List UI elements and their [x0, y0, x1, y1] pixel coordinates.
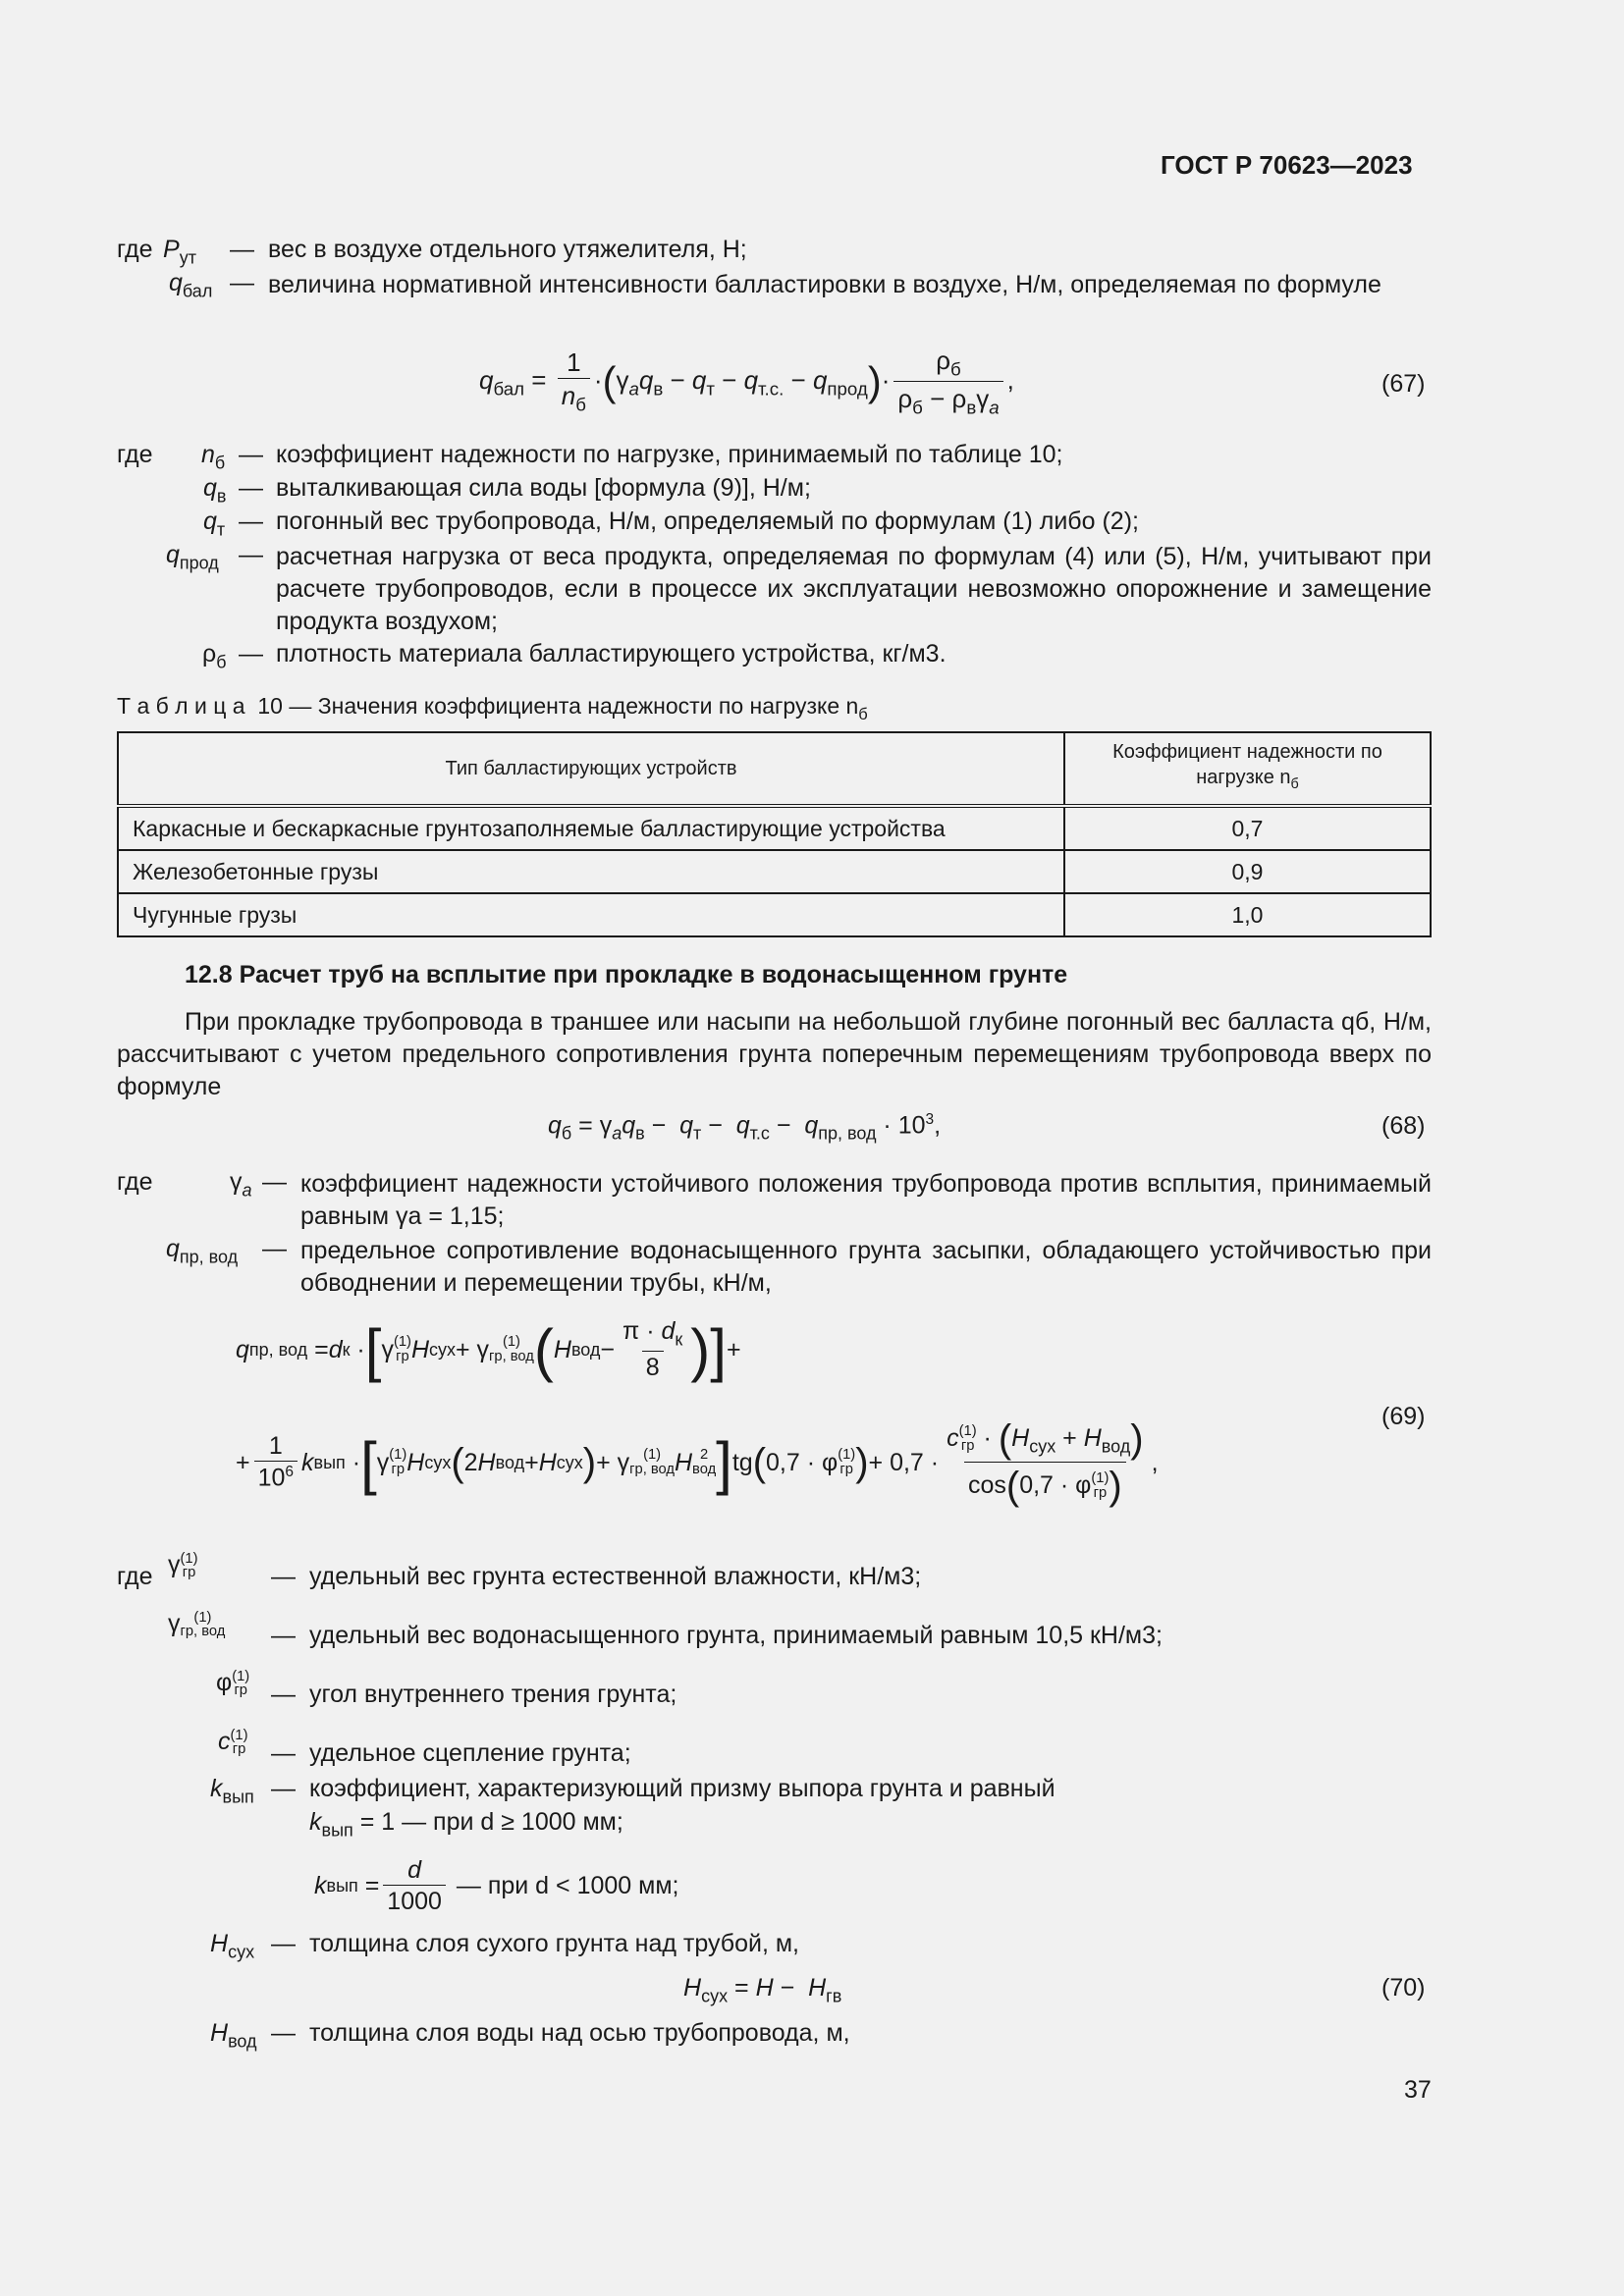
def-text: удельное сцепление грунта; [309, 1739, 631, 1767]
equation-69-line1: q пр, вод = d к · [ γ (1) гр H сух + γ (1) гр, вод ( H вод − $\pi \cdot d_к$ 8 ) ] + [236, 1316, 741, 1383]
section-title: 12.8 Расчет труб на всплытие при прокладке в водонасыщенном грунте [185, 961, 1068, 988]
section-paragraph: При прокладке трубопровода в траншее или насыпи на небольшой глубине погонный вес балласта qб, Н/м, рассчитывают с учетом предельного сопротивления грунта поперечным перемещениям трубопровода вверх по формуле [117, 1008, 1432, 1100]
table-cell-value: 0,9 [1064, 850, 1431, 893]
table-cell-value: 0,7 [1064, 806, 1431, 850]
where-label: где [117, 1168, 153, 1196]
table-header-type: Тип балластирующих устройств [118, 732, 1064, 806]
table-header-coef-sub: б [1290, 776, 1299, 793]
def-symbol: φ (1) гр [216, 1668, 250, 1699]
table-caption [117, 693, 868, 724]
table-caption-prefix: Т а б л и ц а [117, 693, 245, 719]
coefficient-table [117, 731, 1432, 937]
def-symbol: $H_{вод}$ [210, 2019, 257, 2052]
def-symbol: $q_т$ [203, 507, 226, 540]
dash: — [230, 236, 254, 263]
kvyp-case-2-text: — при d < 1000 мм; [456, 1871, 679, 1899]
dash: — [239, 541, 263, 568]
def-symbol: $q_в$ [203, 474, 227, 507]
equation-69-line2: + 1 $10^6$ k вып · [ γ (1) гр H сух ( 2 H вод + H сух ) + γ (1) гр, вод H 2 вод ] tg ( 0,7 · φ (1) гр ) + 0,7 · c (1) гр · $(H_{сух} + H_{вод})$ cos(0,7 · φ (1) гр ) , [236, 1416, 1159, 1508]
table-cell-type: Чугунные грузы [118, 893, 1064, 936]
eq-number-67: (67) [1381, 370, 1426, 398]
dash: — [271, 2019, 296, 2047]
def-symbol: γ (1) гр [168, 1550, 198, 1581]
def-text: удельный вес водонасыщенного грунта, принимаемый равным 10,5 кН/м3; [309, 1622, 1163, 1649]
kvyp-case-1: $k_{вып} = 1$ — при d ≥ 1000 мм; [309, 1808, 623, 1841]
dash: — [271, 1681, 296, 1708]
def-symbol: $\rho_б$ [202, 640, 227, 672]
def-symbol: $q_{прод}$ [166, 541, 219, 573]
dash: — [271, 1775, 296, 1802]
def-text: угол внутреннего трения грунта; [309, 1681, 677, 1708]
table-header-row [118, 732, 1431, 806]
table-row [118, 850, 1431, 893]
dash: — [262, 1168, 287, 1196]
dash: — [239, 441, 263, 468]
def-symbol: $q_{бал}$ [169, 269, 213, 301]
def-text: коэффициент надежности устойчивого положения трубопровода против всплытия, принимаемый равным γa = 1,15; [300, 1170, 1432, 1230]
dash: — [262, 1235, 287, 1262]
table-caption-text: 10 — Значения коэффициента надежности по нагрузке n [257, 693, 859, 719]
def-text: погонный вес трубопровода, Н/м, определяемый по формулам (1) либо (2); [276, 507, 1139, 535]
def-symbol: γ (1) гр, вод [168, 1609, 226, 1640]
def-symbol: $P_{ут}$ [163, 236, 196, 268]
def-text: коэффициент надежности по нагрузке, принимаемый по таблице 10; [276, 441, 1063, 468]
def-symbol: $\gamma_a$ [230, 1168, 252, 1201]
equation-70: $H_{сух} = H - H_{гв}$ [683, 1974, 842, 2006]
kvyp-case-2: k вып = d 1000 — при d < 1000 мм; [314, 1855, 679, 1915]
def-text: выталкивающая сила воды [формула (9)], Н/м; [276, 474, 811, 502]
table-header-coef [1064, 732, 1431, 806]
def-text: толщина слоя воды над осью трубопровода, м, [309, 2019, 850, 2047]
def-text: плотность материала балластирующего устройства, кг/м3. [276, 640, 947, 667]
dash: — [239, 507, 263, 535]
kvyp-case-1-text: = 1 — при d ≥ 1000 мм; [359, 1808, 623, 1836]
table-header-coef-text: Коэффициент надежности по нагрузке n [1112, 741, 1382, 789]
dash: — [239, 640, 263, 667]
def-symbol: $q_{пр, вод}$ [166, 1235, 239, 1267]
def-text: толщина слоя сухого грунта над трубой, м, [309, 1930, 799, 1957]
table-caption-sub: б [858, 704, 868, 723]
doc-code: ГОСТ Р 70623—2023 [1161, 150, 1413, 180]
def-text: расчетная нагрузка от веса продукта, определяемая по формулам (4) или (5), Н/м, учитывают при расчете трубопроводов, если в процессе их эксплуатации невозможно опорожнение и замещение продукта воздухом; [276, 543, 1432, 635]
table-row [118, 893, 1431, 936]
table-cell-value: 1,0 [1064, 893, 1431, 936]
table-row [118, 806, 1431, 850]
equation-67: $q_{бал}$ = 1 $n_б$ $\cdot(\gamma_aq_в - q_т - q_{т.с.} - q_{прод})\cdot$ $\rho_б$ $\rho_б - \rho_в\gamma_a$ , [479, 346, 1014, 418]
eq-number-69: (69) [1381, 1403, 1426, 1430]
equation-68: $q_б = \gamma_aq_в - q_т - q_{т.с} - q_{пр, вод} \cdot 10^3$, [548, 1111, 942, 1144]
eq-number-68: (68) [1381, 1112, 1426, 1140]
def-text: удельный вес грунта естественной влажности, кН/м3; [309, 1563, 922, 1590]
page-number: 37 [1404, 2076, 1432, 2104]
def-symbol: $k_{вып}$ [210, 1775, 254, 1807]
dash: — [239, 474, 263, 502]
where-label: где [117, 236, 153, 263]
dash: — [230, 269, 254, 296]
where-label: где [117, 1563, 153, 1590]
dash: — [271, 1739, 296, 1767]
eq-number-70: (70) [1381, 1974, 1426, 2002]
def-symbol: c (1) гр [218, 1727, 248, 1758]
def-text: предельное сопротивление водонасыщенного грунта засыпки, обладающего устойчивостью при обводнении и перемещении трубы, кН/м, [300, 1237, 1432, 1297]
dash: — [271, 1930, 296, 1957]
where-label: где [117, 441, 153, 468]
dash: — [271, 1563, 296, 1590]
def-symbol: $H_{сух}$ [210, 1930, 255, 1962]
def-text: величина нормативной интенсивности балластировки в воздухе, Н/м, определяемая по формуле [268, 271, 1381, 298]
def-symbol: $n_б$ [201, 441, 226, 473]
table-cell-type: Каркасные и бескаркасные грунтозаполняемые балластирующие устройства [118, 806, 1064, 850]
table-cell-type: Железобетонные грузы [118, 850, 1064, 893]
def-text: коэффициент, характеризующий призму выпора грунта и равный [309, 1775, 1056, 1802]
dash: — [271, 1622, 296, 1649]
def-text: вес в воздухе отдельного утяжелителя, Н; [268, 236, 747, 263]
